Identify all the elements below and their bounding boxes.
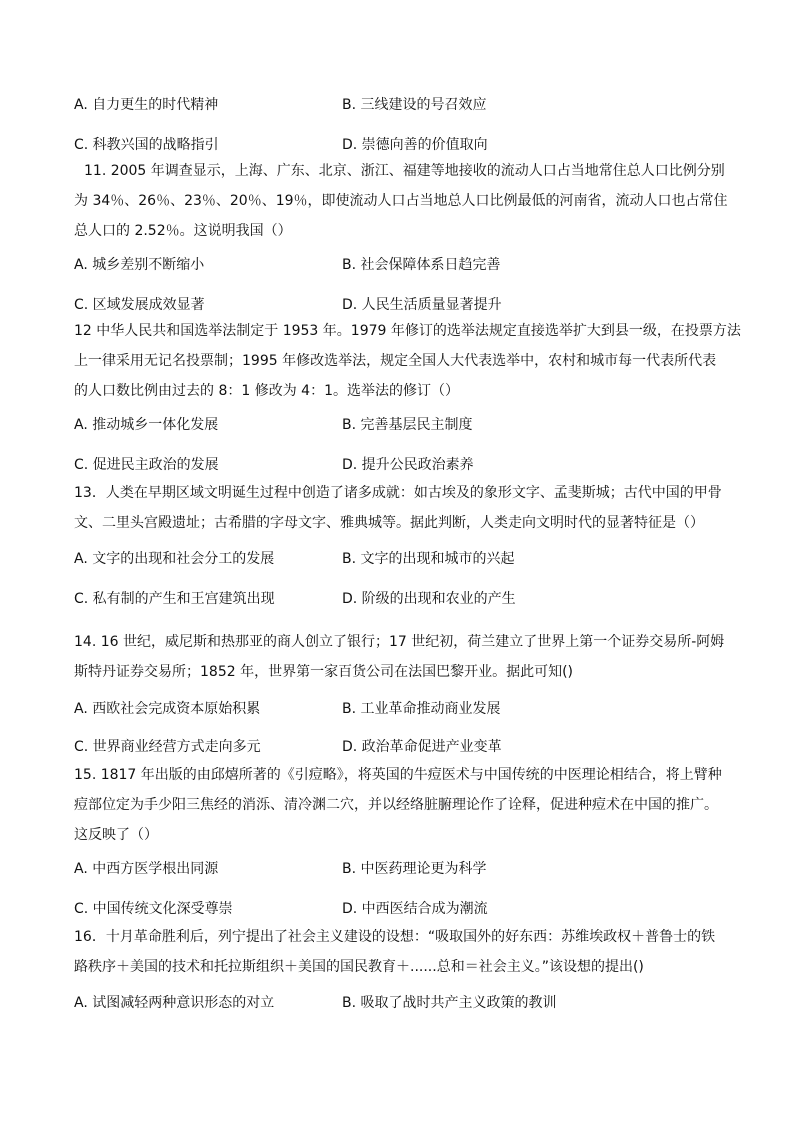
q14-option-a[interactable]: A. 西欧社会完成资本原始积累 [74,701,261,717]
q14-option-b[interactable]: B. 工业革命推动商业发展 [342,701,501,717]
q14-option-row-ab [74,698,724,720]
q15-option-row-cd [74,898,724,920]
q10-option-row-cd [74,134,724,156]
q10-option-d[interactable]: D. 崇德向善的价值取向 [342,137,488,153]
q15-option-row-ab [74,858,724,880]
q12-stem-line-3: 的人口数比例由过去的 8：1 修改为 4：1。选举法的修订（） [74,383,459,399]
q10-option-a[interactable]: A. 自力更生的时代精神 [74,97,219,113]
q12-option-c[interactable]: C. 促进民主政治的发展 [74,457,219,473]
q12-stem [74,316,741,406]
q16-option-b[interactable]: B. 吸取了战时共产主义政策的教训 [342,995,557,1011]
q11-stem-line-2: 为 34％、26％、23％、20％、19％，即使流动人口占当地总人口比例最低的河南省，流动人口也占常住 [74,193,728,209]
q13-stem-line-1: 13．人类在早期区域文明诞生过程中创造了诸多成就：如古埃及的象形文字、孟斐斯城；古代中国的甲骨 [74,485,722,501]
q15-stem [74,760,724,850]
q15-option-a[interactable]: A. 中西方医学根出同源 [74,861,219,877]
q10-option-b[interactable]: B. 三线建设的号召效应 [342,97,487,113]
q11-option-b[interactable]: B. 社会保障体系日趋完善 [342,257,501,273]
q13-stem [74,478,724,538]
q14-option-c[interactable]: C. 世界商业经营方式走向多元 [74,739,261,755]
q13-option-c[interactable]: C. 私有制的产生和王宫建筑出现 [74,591,275,607]
q15-stem-line-2: 痘部位定为手少阳三焦经的消泺、清冷渊二穴，并以经络脏腑理论作了诠释，促进种痘术在中国的推广。 [74,797,718,813]
q11-option-a[interactable]: A. 城乡差别不断缩小 [74,257,205,273]
q12-stem-line-1: 12 中华人民共和国选举法制定于 1953 年。1979 年修订的选举法规定直接选举扩大到县一级，在投票方法 [74,323,741,339]
q12-option-row-cd [74,454,724,476]
q13-option-b[interactable]: B. 文字的出现和城市的兴起 [342,551,515,567]
q16-stem-line-2: 路秩序＋美国的技术和托拉斯组织＋美国的国民教育＋......总和＝社会主义。”该设想的提出() [74,959,644,975]
q14-option-d[interactable]: D. 政治革命促进产业变革 [342,739,502,755]
q13-option-row-ab [74,548,724,570]
q10-option-row-ab [74,94,724,116]
q16-option-a[interactable]: A. 试图减轻两种意识形态的对立 [74,995,275,1011]
q15-stem-line-3: 这反映了（） [74,827,158,843]
q12-option-a[interactable]: A. 推动城乡一体化发展 [74,417,219,433]
q14-stem [74,627,724,687]
q11-stem-line-3: 总人口的 2.52％。这说明我国（） [74,223,292,239]
q12-stem-line-2: 上一律采用无记名投票制；1995 年修改选举法，规定全国人大代表选举中，农村和城市每一代表所代表 [74,353,717,369]
q13-option-row-cd [74,588,724,610]
q13-stem-line-2: 文、二里头宫殿遗址；古希腊的字母文字、雅典城等。据此判断，人类走向文明时代的显著特征是（） [74,515,704,531]
q15-stem-line-1: 15. 1817 年出版的由邱熺所著的《引痘略》，将英国的牛痘医术与中国传统的中医理论相结合，将上臂种 [74,767,722,783]
q16-option-row-ab [74,992,724,1014]
q13-option-d[interactable]: D. 阶级的出现和农业的产生 [342,591,516,607]
q15-option-b[interactable]: B. 中医药理论更为科学 [342,861,487,877]
q11-option-row-cd [74,294,724,316]
q10-option-c[interactable]: C. 科教兴国的战略指引 [74,137,219,153]
q11-option-c[interactable]: C. 区域发展成效显著 [74,297,205,313]
q15-option-d[interactable]: D. 中西医结合成为潮流 [342,901,488,917]
q14-stem-line-2: 斯特丹证券交易所；1852 年，世界第一家百货公司在法国巴黎开业。据此可知() [74,664,574,680]
q14-stem-line-1: 14. 16 世纪，威尼斯和热那亚的商人创立了银行；17 世纪初，荷兰建立了世界上第一个证券交易所-阿姆 [74,634,725,650]
q11-option-d[interactable]: D. 人民生活质量显著提升 [342,297,502,313]
q16-stem-line-1: 16．十月革命胜利后，列宁提出了社会主义建设的设想：“吸取国外的好东西：苏维埃政权＋普鲁士的铁 [74,929,716,945]
q12-option-b[interactable]: B. 完善基层民主制度 [342,417,473,433]
q13-option-a[interactable]: A. 文字的出现和社会分工的发展 [74,551,275,567]
q11-stem-line-1: 11. 2005 年调查显示，上海、广东、北京、浙江、福建等地接收的流动人口占当地常住总人口比例分别 [84,163,725,179]
q12-option-d[interactable]: D. 提升公民政治素养 [342,457,474,473]
q14-option-row-cd [74,736,724,758]
q11-stem [74,156,728,246]
q15-option-c[interactable]: C. 中国传统文化深受尊崇 [74,901,233,917]
q11-option-row-ab [74,254,724,276]
q16-stem [74,922,724,982]
q12-option-row-ab [74,414,724,436]
